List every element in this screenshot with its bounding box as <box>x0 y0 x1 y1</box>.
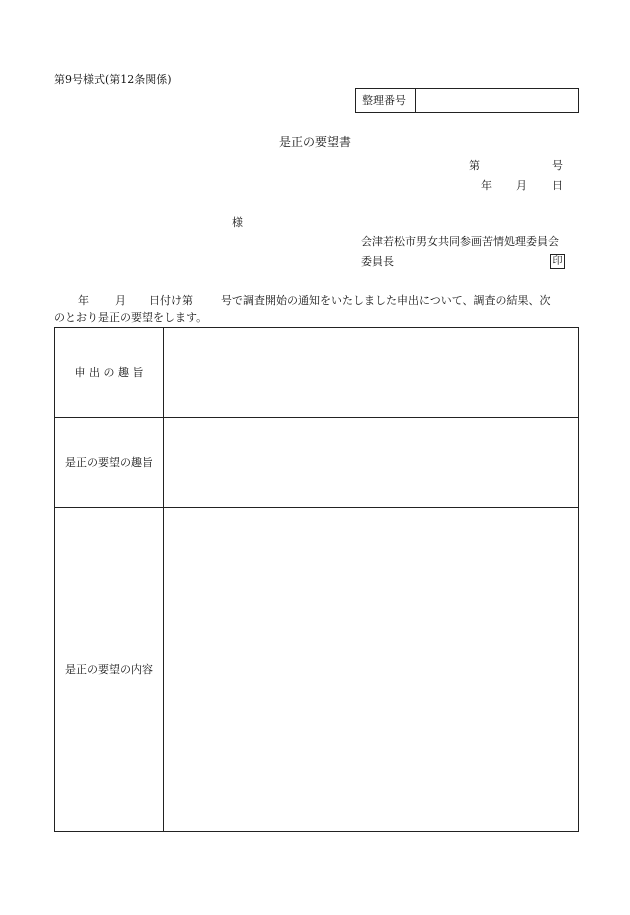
document-title: 是正の要望書 <box>279 135 352 149</box>
table-row-divider-2 <box>55 507 578 508</box>
row-label-correction-purpose: 是正の要望の趣旨 <box>65 456 153 469</box>
addressee-suffix: 様 <box>232 216 243 229</box>
seal-mark: 印 <box>550 254 565 269</box>
body-line-2: のとおり是正の要望をします。 <box>54 311 208 324</box>
table-column-divider <box>163 328 164 831</box>
date-month-label: 月 <box>516 179 527 192</box>
doc-number-suffix: 号 <box>552 159 563 172</box>
date-year-label: 年 <box>481 179 492 192</box>
doc-number-prefix: 第 <box>469 159 480 172</box>
date-day-label: 日 <box>552 179 563 192</box>
request-table <box>54 327 579 832</box>
form-number: 第9号様式(第12条関係) <box>54 73 172 86</box>
issuer-title: 委員長 <box>361 255 394 268</box>
reference-divider <box>415 89 416 112</box>
reference-number-label: 整理番号 <box>362 94 406 107</box>
body-month: 月 <box>115 294 126 307</box>
issuer-organization: 会津若松市男女共同参画苦情処理委員会 <box>361 235 559 248</box>
row-label-petition-purpose: 申 出 の 趣 旨 <box>74 366 144 379</box>
reference-number-box <box>355 88 579 113</box>
body-line-1: 号で調査開始の通知をいたしました申出について、調査の結果、次 <box>221 294 551 307</box>
row-label-correction-content: 是正の要望の内容 <box>65 663 153 676</box>
body-date-reference: 日付け第 <box>149 294 193 307</box>
table-row-divider-1 <box>55 417 578 418</box>
body-year: 年 <box>78 294 89 307</box>
